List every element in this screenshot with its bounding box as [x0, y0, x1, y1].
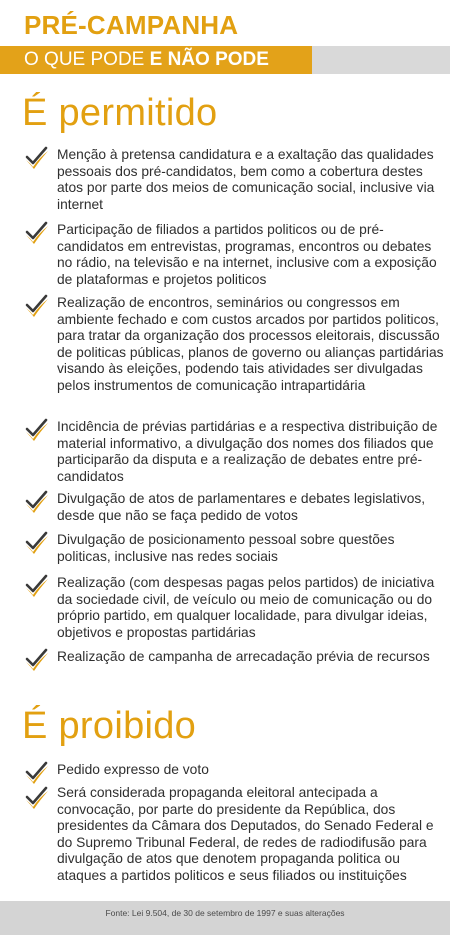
list-item: Incidência de prévias partidárias e a respectiva distribuição de material informativo, a divulgação dos nomes dos filiados que participarão da disputa e a realização de debates entre pré-candidatos: [57, 419, 438, 484]
checkmark-icon: [24, 221, 50, 245]
proibido-heading: É proibido: [22, 705, 197, 747]
permitido-heading: É permitido: [22, 92, 218, 134]
list-item: Divulgação de posicionamento pessoal sobre questões politicas, inclusive nas redes sociais: [57, 532, 395, 564]
banner-text: [24, 49, 269, 71]
list-item: Menção à pretensa candidatura e a exaltação das qualidades pessoais dos pré-candidatos, bem como a cobertura destes atos por parte dos meios de comunicação social, inclusive via internet: [57, 147, 435, 212]
checkmark-icon: [24, 418, 50, 442]
list-item: Pedido expresso de voto: [57, 762, 209, 777]
checkmark-icon: [24, 786, 50, 810]
list-item: Participação de filiados a partidos politicos ou de pré-candidatos em entrevistas, programas, encontros ou debates no rádio, na televisão e na internet, inclusive com a exposição de plataformas e projetos politicos: [57, 222, 437, 287]
checkmark-icon: [24, 648, 50, 672]
subtitle-banner: [0, 46, 450, 74]
list-item: Realização de campanha de arrecadação prévia de recursos: [57, 649, 430, 664]
checkmark-icon: [24, 531, 50, 555]
checkmark-icon: [24, 761, 50, 785]
list-item: Será considerada propaganda eleitoral antecipada a convocação, por parte do presidente da República, dos presidentes da Câmara dos Deputados, do Senado Federal e do Supremo Tribunal Federal, de redes de radiodifusão para divulgação de atos que denotem propaganda politica ou ataques a partidos politicos e seus filiados ou instituições: [57, 785, 434, 883]
footer-bar: [0, 901, 450, 935]
checkmark-icon: [24, 294, 50, 318]
banner-grey-bar: [312, 46, 450, 74]
checkmark-icon: [24, 574, 50, 598]
checkmark-icon: [24, 146, 50, 170]
list-item: Realização (com despesas pagas pelos partidos) de iniciativa da sociedade civil, de veículo ou meio de comunicação ou do próprio partido, em qualquer localidade, para divulgar ideias, objetivos e propostas partidárias: [57, 575, 435, 640]
page-title: PRÉ-CAMPANHA: [24, 10, 239, 40]
list-item: Divulgação de atos de parlamentares e debates legislativos, desde que não se faça pedido de votos: [57, 491, 426, 523]
banner-text-part2: E NÃO PODE: [149, 49, 269, 70]
banner-text-part1: O QUE PODE: [24, 49, 150, 70]
footer-source: Fonte: Lei 9.504, de 30 de setembro de 1997 e suas alterações: [105, 908, 345, 918]
checkmark-icon: [24, 490, 50, 514]
list-item: Realização de encontros, seminários ou congressos em ambiente fechado e com custos arcados por partidos politicos, para tratar da organização dos processos eleitorais, discussão de politicas públicas, planos de governo ou alianças partidárias visando às eleições, podendo tais atividades ser divulgadas pelos instrumentos de comunicação intrapartidária: [57, 295, 444, 393]
